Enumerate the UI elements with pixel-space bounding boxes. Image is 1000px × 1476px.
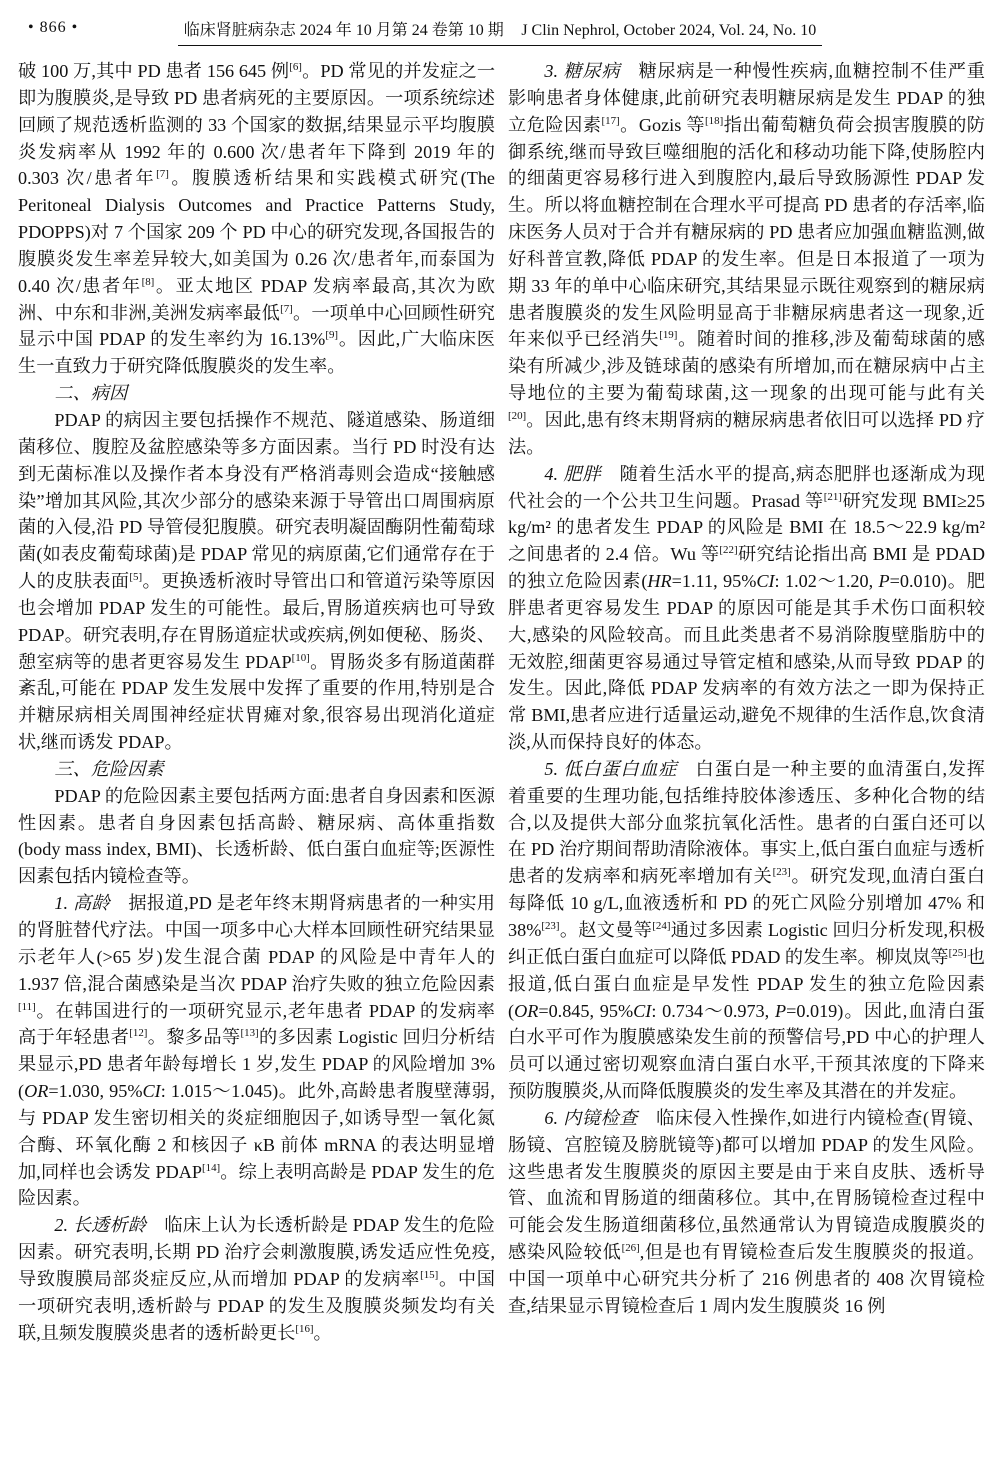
citation-ref: [19] xyxy=(659,329,678,342)
journal-title-en: J Clin Nephrol, October 2024, Vol. 24, No. 10 xyxy=(521,22,817,39)
paragraph-text: 糖尿病是一种慢性疾病,血糖控制不佳严重影响患者身体健康,此前研究表明糖尿病是发生 PDAP 的独立危险因素[17]。Gozis 等[18]指出葡萄糖负荷会损害腹膜的防御系统,继而导致巨噬细胞的活化和移动功能下降,使肠腔内的细菌更容易移行进入到腹腔内,最后导致肠源性 PDAP 发生。所以将血糖控制在合理水平可提高 PD 患者的存活率,临床医务人员对于合并有糖尿病的 PD 患者应加强血糖监测,做好科普宣教,降低 PDAP 的发生率。但是日本报道了一项为期 33 年的单中心临床研究,其结果显示既往观察到的糖尿病患者腹膜炎的发生风险明显高于非糖尿病患者这一现象,近年来似乎已经消失[19]。随着时间的推移,涉及葡萄球菌的感染有所减少,涉及链球菌的感染有所增加,而在糖尿病中占主导地位的主要为葡萄球菌,这一现象的出现可能与此有关[20]。因此,患有终末期肾病的糖尿病患者依旧可以选择 PD 疗法。 xyxy=(508,61,985,457)
citation-ref: [21] xyxy=(823,490,842,503)
citation-ref: [13] xyxy=(240,1027,259,1040)
citation-ref: [8] xyxy=(141,275,155,288)
citation-ref: [16] xyxy=(295,1322,314,1335)
paragraph xyxy=(18,58,495,380)
citation-ref: [24] xyxy=(652,919,671,932)
citation-ref: [5] xyxy=(129,570,143,583)
numbered-subheading: 5. 低白蛋白血症 xyxy=(544,758,678,779)
citation-ref: [26] xyxy=(621,1242,640,1255)
citation-ref: [7] xyxy=(280,302,293,315)
paragraph-text: 随着生活水平的提高,病态肥胖也逐渐成为现代社会的一个公共卫生问题。Prasad 等[21]研究发现 BMI≥25 kg/m² 的患者发生 PDAP 的风险是 BMI 在 18.5～22.9 kg/m² 之间患者的 2.4 倍。Wu 等[22]研究结论指出高 BMI 是 PDAD 的独立危险因素(HR=1.11, 95%CI: 1.02～1.20, P=0.010)。肥胖患者更容易发生 PDAP 的原因可能是其手术伤口面积较大,感染的风险较高。而且此类患者不易消除腹壁脂肪中的无效腔,细菌更容易通过导管定植和感染,从而导致 PDAP 的发生。因此,降低 PDAP 发病率的有效方法之一即为保持正常 BMI,患者应进行适量运动,避免不规律的生活作息,饮食清淡,从而保持良好的体态。 xyxy=(508,463,985,753)
article-body xyxy=(0,49,1000,1347)
paragraph xyxy=(18,890,495,1212)
paragraph-text: PDAP 的危险因素主要包括两方面:患者自身因素和医源性因素。患者自身因素包括高龄、糖尿病、高体重指数(body mass index, BMI)、长透析龄、低白蛋白血症等;医源性因素包括内镜检查等。 xyxy=(18,785,495,887)
numbered-subheading: 6. 内镜检查 xyxy=(544,1107,638,1128)
paragraph xyxy=(18,783,495,890)
paragraph-text: 临床侵入性操作,如进行内镜检查(胃镜、肠镜、宫腔镜及膀胱镜等)都可以增加 PDAP 的发生风险。这些患者发生腹膜炎的原因主要是由于来自皮肤、透析导管、血流和胃肠道的细菌移位。其中,在胃肠镜检查过程中可能会发生肠道细菌移位,虽然通常认为胃镜造成腹膜炎的感染风险较低[26],但是也有胃镜检查后发生腹膜炎的报道。中国一项单中心研究共分析了 216 例患者的 408 次胃镜检查,结果显示胃镜检查后 1 周内发生腹膜炎 16 例 xyxy=(508,1107,985,1316)
citation-ref: [20] xyxy=(508,409,527,422)
citation-ref: [14] xyxy=(201,1161,221,1174)
running-head xyxy=(0,17,1000,46)
numbered-subheading: 2. 长透析龄 xyxy=(54,1215,147,1236)
citation-ref: [12] xyxy=(129,1027,148,1040)
paragraph xyxy=(508,461,985,756)
citation-ref: [23] xyxy=(772,866,791,879)
paragraph xyxy=(508,756,985,1105)
citation-ref: [18] xyxy=(705,114,724,127)
paragraph xyxy=(18,1212,495,1346)
section-heading: 二、病因 xyxy=(54,383,128,404)
running-head-rule xyxy=(178,17,823,46)
right-column xyxy=(508,58,985,1347)
paragraph-text: 临床上认为长透析龄是 PDAP 发生的危险因素。研究表明,长期 PD 治疗会刺激腹膜,诱发适应性免疫,导致腹膜局部炎症反应,从而增加 PDAP 的发病率[15]。中国一项研究表明,透析龄与 PDAP 的发生及腹膜炎频发均有关联,且频发腹膜炎患者的透析龄更长[16]。 xyxy=(18,1215,495,1343)
citation-ref: [7] xyxy=(156,168,169,181)
numbered-subheading: 3. 糖尿病 xyxy=(544,61,621,81)
citation-ref: [15] xyxy=(420,1268,439,1281)
section-heading: 三、危险因素 xyxy=(54,758,164,779)
citation-ref: [22] xyxy=(719,544,738,557)
paragraph xyxy=(18,407,495,756)
citation-ref: [6] xyxy=(289,60,302,73)
paragraph-text: 据报道,PD 是老年终末期肾病患者的一种实用的肾脏替代疗法。中国一项多中心大样本回顾性研究结果显示老年人(>65 岁)发生混合菌 PDAP 的风险是中青年人的 1.937 倍,混合菌感染是当次 PDAP 治疗失败的独立危险因素[11]。在韩国进行的一项研究显示,老年患者 PDAP 的发病率高于年轻患者[12]。黎多品等[13]的多因素 Logistic 回归分析结果显示,PD 患者年龄每增长 1 岁,发生 PDAP 的风险增加 3%(OR=1.030, 95%CI: 1.015～1.045)。此外,高龄患者腹壁薄弱,与 PDAP 发生密切相关的炎症细胞因子,如诱导型一氧化氮合酶、环氧化酶 2 和核因子 κB 前体 mRNA 的表达明显增加,同样也会诱发 PDAP[14]。综上表明高龄是 PDAP 发生的危险因素。 xyxy=(18,893,495,1209)
page-header xyxy=(0,0,1000,49)
paragraph-text: PDAP 的病因主要包括操作不规范、隧道感染、肠道细菌移位、腹腔及盆腔感染等多方面因素。当行 PD 时没有达到无菌标准以及操作者本身没有严格消毒则会造成“接触感染”增加其风险,其次少部分的感染来源于导管出口周围病原菌的入侵,沿 PD 导管侵犯腹膜。研究表明凝固酶阴性葡萄球菌(如表皮葡萄球菌)是 PDAP 常见的病原菌,它们通常存在于人的皮肤表面[5]。更换透析液时导管出口和管道污染等原因也会增加 PDAP 发生的可能性。最后,胃肠道疾病也可导致 PDAP。研究表明,存在胃肠道症状或疾病,例如便秘、肠炎、憩室病等的患者更容易发生 PDAP[10]。胃肠炎多有肠道菌群紊乱,可能在 PDAP 发生发展中发挥了重要的作用,特别是合并糖尿病相关周围神经症状胃瘫对象,很容易出现消化道症状,继而诱发 PDAP。 xyxy=(18,409,495,753)
citation-ref: [9] xyxy=(325,329,339,342)
numbered-subheading: 4. 肥胖 xyxy=(544,463,602,484)
paragraph xyxy=(508,58,985,461)
journal-title-cn: 临床肾脏病杂志 2024 年 10 月第 24 卷第 10 期 xyxy=(183,22,504,39)
paragraph-text: 白蛋白是一种主要的血清蛋白,发挥着重要的生理功能,包括维持胶体渗透压、多种化合物的结合,以及提供大部分血浆抗氧化活性。患者的白蛋白还可以在 PD 治疗期间帮助清除液体。事实上,低白蛋白血症与透析患者的发病率和病死率增加有关[23]。研究发现,血清白蛋白每降低 10 g/L,血液透析和 PD 的死亡风险分别增加 47% 和 38%[23]。赵文曼等[24]通过多因素 Logistic 回归分析发现,积极纠正低白蛋白血症可以降低 PDAD 的发生率。柳岚岚等[25]也报道,低白蛋白血症是早发性 PDAP 发生的独立危险因素(OR=0.845, 95%CI: 0.734～0.973, P=0.019)。因此,血清白蛋白水平可作为腹膜感染发生前的预警信号,PD 中心的护理人员可以通过密切观察血清白蛋白水平,干预其浓度的下降来预防腹膜炎,从而降低腹膜炎的发生率及其潜在的并发症。 xyxy=(508,758,985,1102)
page-number: • 866 • xyxy=(28,19,79,36)
citation-ref: [25] xyxy=(948,946,967,959)
paragraph-text: 破 100 万,其中 PD 患者 156 645 例[6]。PD 常见的并发症之一即为腹膜炎,是导致 PD 患者病死的主要原因。一项系统综述回顾了规范透析监测的 33 个国家的数据,结果显示平均腹膜炎发病率从 1992 年的 0.600 次/患者年下降到 2019 年的 0.303 次/患者年[7]。腹膜透析结果和实践模式研究(The Peritoneal Dialysis Outcomes and Practice Patterns Study, PDOPPS)对 7 个国家 209 个 PD 中心的研究发现,各国报告的腹膜炎发生率差异较大,如美国为 0.26 次/患者年,而泰国为 0.40 次/患者年[8]。亚太地区 PDAP 发病率最高,其次为欧洲、中东和非洲,美洲发病率最低[7]。一项单中心回顾性研究显示中国 PDAP 的发生率约为 16.13%[9]。因此,广大临床医生一直致力于研究降低腹膜炎的发生率。 xyxy=(18,60,496,377)
citation-ref: [23] xyxy=(541,919,560,932)
citation-ref: [11] xyxy=(18,1000,36,1013)
paragraph xyxy=(508,1105,985,1320)
citation-ref: [10] xyxy=(291,651,310,664)
numbered-subheading: 1. 高龄 xyxy=(54,893,111,914)
left-column xyxy=(18,58,495,1347)
citation-ref: [17] xyxy=(601,114,620,127)
